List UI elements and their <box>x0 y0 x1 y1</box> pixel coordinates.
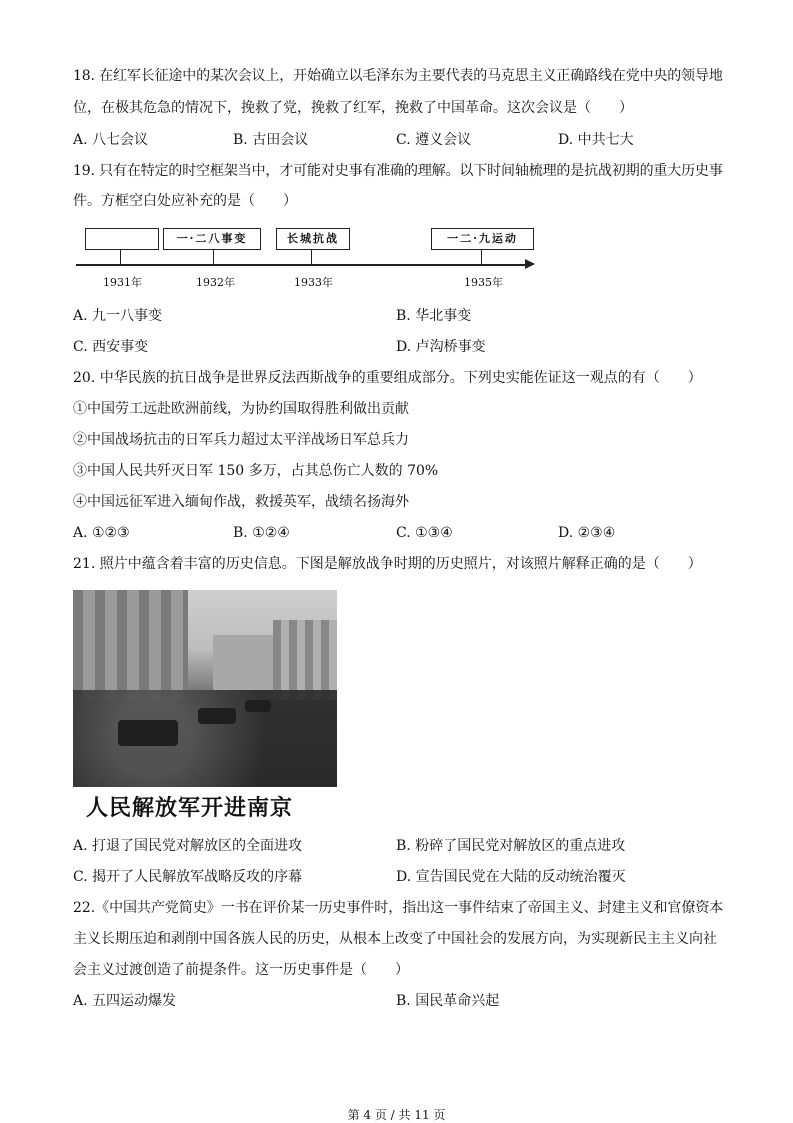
q20-statement-1: ①中国劳工远赴欧洲前线，为协约国取得胜利做出贡献 <box>73 401 409 417</box>
q20-statement-4: ④中国远征军进入缅甸作战，救援英军，战绩名扬海外 <box>73 494 409 510</box>
photo-tank <box>198 708 236 724</box>
timeline-axis <box>76 264 528 266</box>
q19-stem-line2: 件。方框空白处应补充的是（ ） <box>73 193 297 209</box>
timeline-year: 1935年 <box>464 276 503 289</box>
historical-photo <box>73 590 337 787</box>
page-footer: 第 4 页 / 共 11 页 <box>347 1108 446 1122</box>
q18-stem-line2: 位，在极其危急的情况下，挽救了党，挽救了红军，挽救了中国革命。这次会议是（ ） <box>73 100 633 116</box>
q20-stem: 20. 中华民族的抗日战争是世界反法西斯战争的重要组成部分。下列史实能佐证这一观点的有（ ） <box>73 370 702 386</box>
timeline-tick <box>213 250 214 265</box>
q20-option-b: B. ①②④ <box>233 525 290 541</box>
timeline-box-blank <box>85 228 159 250</box>
q21-stem: 21. 照片中蕴含着丰富的历史信息。下图是解放战争时期的历史照片，对该照片解释正确的是（ ） <box>73 556 702 572</box>
q22-option-b: B. 国民革命兴起 <box>396 993 500 1009</box>
q19-option-d: D. 卢沟桥事变 <box>396 339 486 355</box>
timeline-diagram <box>73 226 543 294</box>
q19-option-b: B. 华北事变 <box>396 308 472 324</box>
timeline-tick <box>481 250 482 265</box>
q20-statement-2: ②中国战场抗击的日军兵力超过太平洋战场日军总兵力 <box>73 432 409 448</box>
q22-stem-line1: 22.《中国共产党简史》一书在评价某一历史事件时，指出这一事件结束了帝国主义、封建主义和官僚资本 <box>73 900 724 916</box>
timeline-tick <box>311 250 312 265</box>
q20-option-a: A. ①②③ <box>73 525 130 541</box>
timeline-box-1932: 一·二八事变 <box>163 228 261 250</box>
timeline-tick <box>120 250 121 265</box>
q18-option-c: C. 遵义会议 <box>396 132 472 148</box>
timeline-year: 1931年 <box>103 276 142 289</box>
photo-caption: 人民解放军开进南京 <box>86 796 294 821</box>
q21-option-a: A. 打退了国民党对解放区的全面进攻 <box>73 838 303 854</box>
photo-building <box>273 620 337 700</box>
q18-option-d: D. 中共七大 <box>558 132 634 148</box>
photo-tank <box>118 720 178 746</box>
q20-option-c: C. ①③④ <box>396 525 453 541</box>
timeline-arrow-icon <box>525 259 535 269</box>
q20-statement-3: ③中国人民共歼灭日军 150 多万，占其总伤亡人数的 70% <box>73 463 439 479</box>
timeline-year: 1932年 <box>196 276 235 289</box>
q18-option-b: B. 古田会议 <box>233 132 309 148</box>
q19-option-a: A. 九一八事变 <box>73 308 163 324</box>
q18-stem-line1: 18. 在红军长征途中的某次会议上，开始确立以毛泽东为主要代表的马克思主义正确路线在党中央的领导地 <box>73 68 723 84</box>
q19-stem-line1: 19. 只有在特定的时空框架当中，才可能对史事有准确的理解。以下时间轴梳理的是抗战初期的重大历史事 <box>73 163 723 179</box>
photo-crowd <box>73 690 337 787</box>
timeline-box-1935: 一二·九运动 <box>431 228 534 250</box>
photo-building <box>73 590 188 700</box>
q22-option-a: A. 五四运动爆发 <box>73 993 177 1009</box>
q22-stem-line3: 会主义过渡创造了前提条件。这一历史事件是（ ） <box>73 962 409 978</box>
photo-building <box>213 635 273 690</box>
photo-tank <box>245 700 271 712</box>
q19-option-c: C. 西安事变 <box>73 339 149 355</box>
timeline-box-1933: 长城抗战 <box>276 228 350 250</box>
q20-option-d: D. ②③④ <box>558 525 616 541</box>
q21-option-b: B. 粉碎了国民党对解放区的重点进攻 <box>396 838 626 854</box>
q21-option-c: C. 揭开了人民解放军战略反攻的序幕 <box>73 869 303 885</box>
q18-option-a: A. 八七会议 <box>73 132 149 148</box>
timeline-year: 1933年 <box>294 276 333 289</box>
q22-stem-line2: 主义长期压迫和剥削中国各族人民的历史，从根本上改变了中国社会的发展方向，为实现新民主主义向社 <box>73 931 717 947</box>
q21-option-d: D. 宣告国民党在大陆的反动统治覆灭 <box>396 869 626 885</box>
